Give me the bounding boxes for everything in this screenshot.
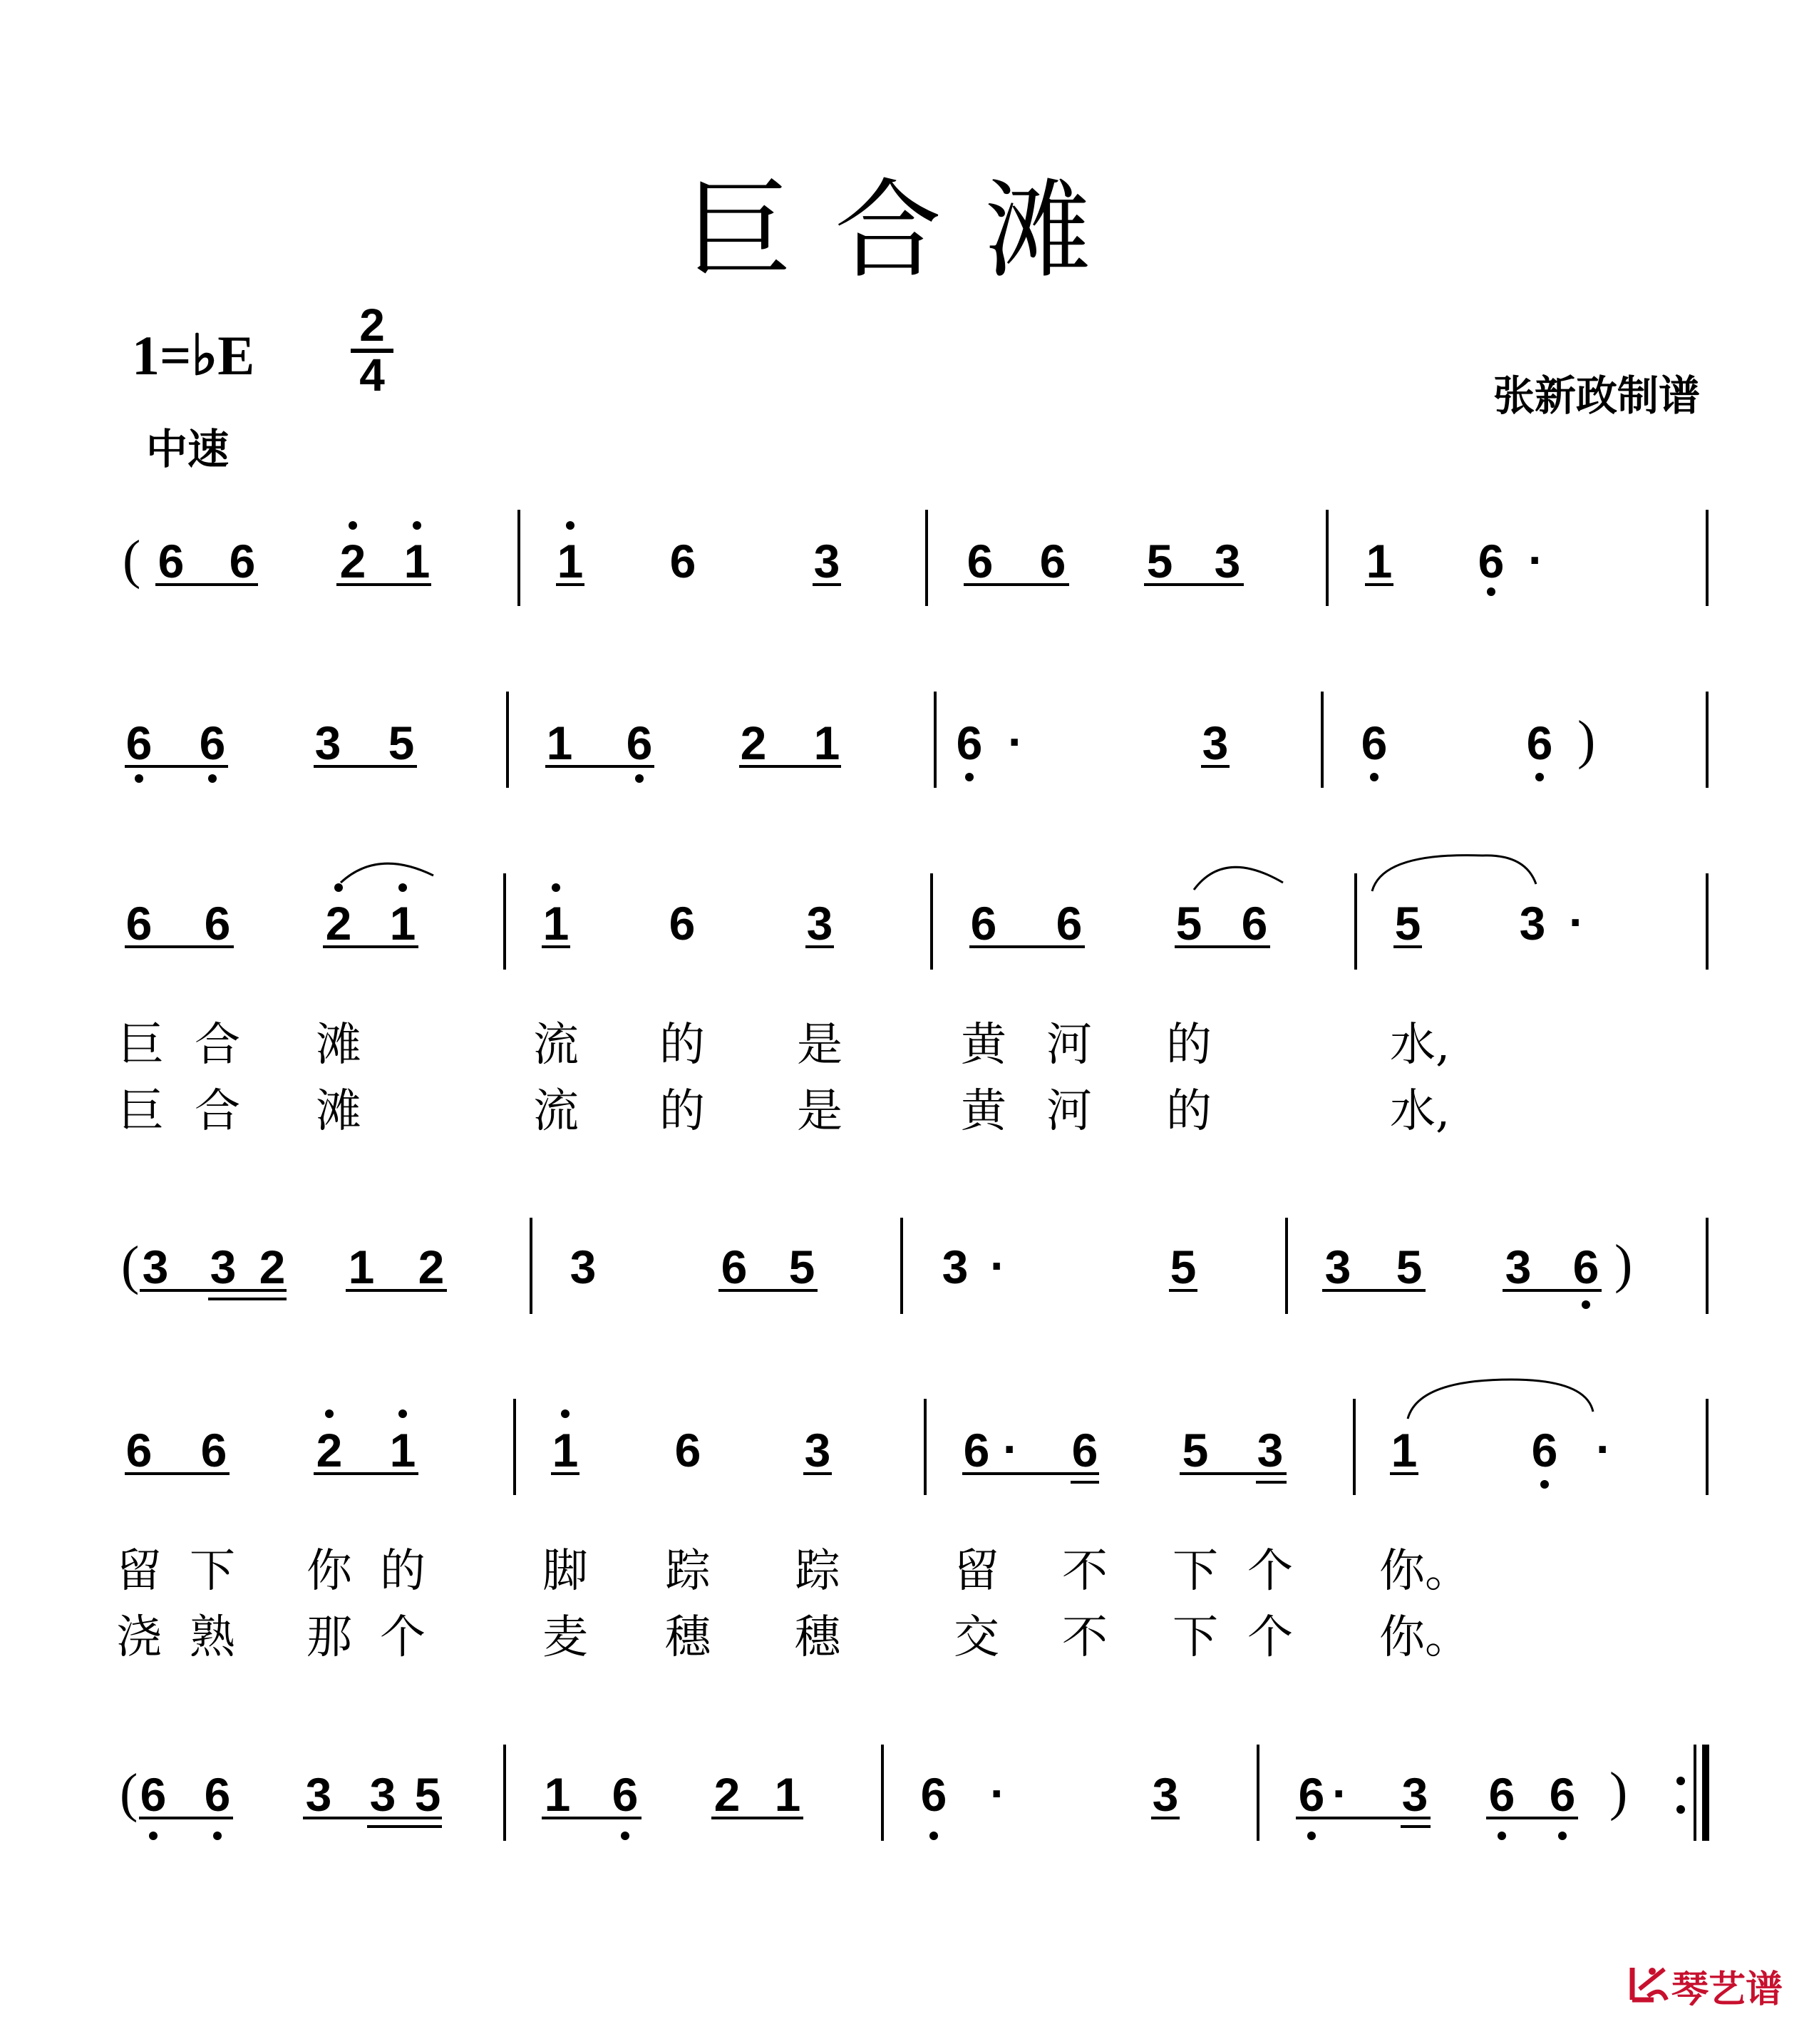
note: 6	[200, 1424, 227, 1476]
note-paren-close: )	[1614, 1234, 1633, 1294]
lyrics-verse-2	[118, 1085, 1450, 1138]
lyric-char: 交	[954, 1611, 999, 1664]
note-paren-open: (	[120, 1763, 138, 1823]
octave-dot-low	[1535, 773, 1544, 781]
lyric-char: 不	[1062, 1611, 1108, 1664]
logo-mark-icon	[1632, 1968, 1666, 2000]
note: 3	[1214, 535, 1241, 587]
note: 6	[1071, 1424, 1098, 1476]
note: 6	[1572, 1241, 1599, 1293]
note: 6	[1549, 1768, 1576, 1821]
note: 6	[1526, 717, 1553, 769]
lyric-char: 穗	[665, 1611, 711, 1664]
octave-dot-low	[929, 1832, 938, 1840]
lyric-char: 下	[1173, 1611, 1218, 1664]
lyric-char: 个	[1247, 1545, 1293, 1598]
note: 6	[1478, 535, 1505, 587]
note: 6	[721, 1241, 748, 1293]
note: 2	[418, 1241, 445, 1293]
note: 6	[612, 1768, 639, 1821]
lyric-char: 踪	[795, 1545, 840, 1598]
watermark-logo	[1632, 1968, 1783, 2011]
note: 6	[125, 717, 153, 769]
lyric-char: 你。	[1379, 1611, 1470, 1664]
lyric-char: 流	[533, 1085, 579, 1138]
note: 6	[626, 717, 653, 769]
lyric-char: 水,	[1390, 1085, 1450, 1138]
note: 6	[1298, 1768, 1325, 1821]
lyrics-verse-1	[116, 1545, 1470, 1598]
octave-dot-low	[1582, 1300, 1590, 1309]
note: 3	[210, 1241, 237, 1293]
note: 2	[259, 1241, 286, 1293]
lyric-char: 是	[797, 1019, 842, 1072]
lyric-char: 的	[1166, 1019, 1212, 1072]
note: 5	[1175, 897, 1202, 950]
octave-dot-low	[1307, 1832, 1316, 1840]
lyric-char: 巨	[118, 1019, 164, 1072]
lyric-char: 下	[190, 1545, 235, 1598]
lyric-char: 合	[195, 1019, 240, 1072]
note: 3	[570, 1241, 597, 1293]
octave-dot-low	[965, 773, 974, 781]
note: 1	[1366, 535, 1393, 587]
lyric-char: 黄	[961, 1019, 1006, 1072]
note: 6	[1361, 717, 1388, 769]
note: 3	[369, 1768, 396, 1821]
dotted-note-dot: ·	[1003, 1422, 1019, 1475]
note: 3	[1401, 1768, 1428, 1821]
note: 1	[557, 535, 584, 587]
note: 1	[348, 1241, 375, 1293]
lyric-char: 不	[1062, 1545, 1108, 1598]
song-title: 巨合滩	[684, 169, 1135, 293]
note: 6	[158, 535, 185, 587]
time-signature-bottom: 4	[359, 349, 385, 401]
lyric-char: 浇	[116, 1611, 162, 1664]
lyric-char: 水,	[1390, 1019, 1450, 1072]
line-3	[118, 856, 1707, 1138]
tie	[1408, 1380, 1593, 1419]
note: 1	[546, 717, 573, 769]
dotted-note-dot: ·	[1008, 715, 1024, 768]
octave-dot-high	[398, 883, 407, 892]
note: 5	[1170, 1241, 1197, 1293]
note: 3	[1152, 1768, 1179, 1821]
octave-dot-low	[149, 1832, 158, 1840]
octave-dot-low	[135, 774, 143, 783]
lyric-char: 的	[659, 1019, 705, 1072]
note: 3	[806, 897, 833, 950]
note: 6	[125, 897, 153, 950]
note: 1	[813, 717, 840, 769]
lyrics-verse-1	[118, 1019, 1450, 1072]
octave-dot-low	[621, 1832, 629, 1840]
lyric-char: 个	[1247, 1611, 1293, 1664]
octave-dot-high	[413, 521, 421, 530]
dotted-note-dot: ·	[990, 1239, 1006, 1292]
note: 6	[125, 1424, 153, 1476]
dotted-note-dot: ·	[1569, 895, 1584, 948]
note: 1	[389, 897, 416, 950]
line-4	[121, 1218, 1707, 1314]
note: 3	[1257, 1424, 1284, 1476]
lyric-char: 的	[659, 1085, 705, 1138]
note: 6	[674, 1424, 701, 1476]
line-2	[125, 692, 1707, 788]
repeat-dot	[1676, 1777, 1685, 1785]
note: 2	[713, 1768, 741, 1821]
octave-dot-low	[213, 1832, 222, 1840]
lyric-char: 麦	[542, 1611, 588, 1664]
note: 1	[552, 1424, 579, 1476]
lyric-char: 滩	[316, 1019, 361, 1072]
lyric-char: 你	[306, 1545, 352, 1598]
octave-dot-high	[566, 521, 574, 530]
octave-dot-low	[1487, 587, 1495, 596]
lyrics-verse-2	[116, 1611, 1470, 1664]
note: 3	[305, 1768, 332, 1821]
tempo-marking: 中速	[146, 425, 230, 473]
note: 1	[544, 1768, 571, 1821]
note: 2	[740, 717, 767, 769]
note: 5	[1394, 897, 1421, 950]
note: 6	[669, 897, 696, 950]
note-paren-close: )	[1577, 710, 1596, 770]
lyric-char: 个	[380, 1611, 426, 1664]
note: 3	[942, 1241, 969, 1293]
octave-dot-low	[1498, 1832, 1506, 1840]
note: 1	[389, 1424, 416, 1476]
note: 6	[920, 1768, 947, 1821]
note: 1	[542, 897, 570, 950]
repeat-dot	[1676, 1805, 1685, 1814]
note: 6	[140, 1768, 167, 1821]
time-signature	[351, 299, 393, 401]
lyric-char: 下	[1173, 1545, 1218, 1598]
lyric-char: 是	[797, 1085, 842, 1138]
note: 3	[314, 717, 341, 769]
note: 2	[316, 1424, 343, 1476]
note: 2	[325, 897, 352, 950]
note: 3	[813, 535, 840, 587]
note: 5	[788, 1241, 815, 1293]
lyric-char: 那	[306, 1611, 352, 1664]
lyric-char: 滩	[316, 1085, 361, 1138]
lyric-char: 踪	[665, 1545, 711, 1598]
note: 6	[963, 1424, 990, 1476]
lyric-char: 熟	[190, 1611, 235, 1664]
octave-dot-low	[208, 774, 217, 783]
note: 1	[774, 1768, 801, 1821]
note-paren-open: (	[121, 1236, 140, 1295]
lyric-char: 河	[1046, 1085, 1092, 1138]
note-paren-open: (	[123, 530, 141, 590]
tie	[1372, 856, 1536, 891]
lyric-char: 的	[1166, 1085, 1212, 1138]
note: 6	[199, 717, 226, 769]
octave-dot-high	[334, 883, 343, 892]
octave-dot-low	[1540, 1480, 1549, 1489]
octave-dot-low	[1558, 1832, 1567, 1840]
octave-dot-high	[398, 1409, 407, 1418]
lyric-char: 河	[1046, 1019, 1092, 1072]
lyric-char: 巨	[118, 1085, 164, 1138]
lyric-char: 脚	[542, 1545, 588, 1598]
slur	[1194, 867, 1283, 890]
note: 6	[1488, 1768, 1515, 1821]
note: 3	[142, 1241, 169, 1293]
note: 1	[1391, 1424, 1418, 1476]
note: 3	[804, 1424, 831, 1476]
line-1	[123, 510, 1707, 606]
lyric-char: 穗	[795, 1611, 840, 1664]
slur	[341, 863, 433, 883]
note: 2	[339, 535, 366, 587]
dotted-note-dot: ·	[990, 1767, 1006, 1819]
lyric-char: 合	[195, 1085, 240, 1138]
note: 6	[956, 717, 983, 769]
line-5	[116, 1380, 1707, 1664]
lyric-char: 的	[380, 1545, 426, 1598]
note-paren-close: )	[1609, 1762, 1628, 1822]
note: 6	[229, 535, 256, 587]
octave-dot-low	[635, 774, 644, 783]
note: 6	[204, 1768, 231, 1821]
dotted-note-dot: ·	[1528, 533, 1544, 586]
note: 3	[1519, 897, 1546, 950]
lyric-char: 留	[116, 1545, 162, 1598]
note: 6	[1241, 897, 1268, 950]
lyric-char: 你。	[1379, 1545, 1470, 1598]
octave-dot-low	[1370, 773, 1379, 781]
note: 6	[1531, 1424, 1558, 1476]
note: 6	[967, 535, 994, 587]
note: 6	[669, 535, 696, 587]
repeat-end-barline	[1676, 1745, 1709, 1841]
octave-dot-high	[349, 521, 357, 530]
octave-dot-high	[552, 883, 560, 892]
lyric-char: 流	[533, 1019, 579, 1072]
thick-bar	[1702, 1745, 1709, 1841]
note: 1	[403, 535, 431, 587]
note: 5	[1182, 1424, 1209, 1476]
key-signature: 1=♭E	[132, 324, 255, 386]
lyric-char: 黄	[961, 1085, 1006, 1138]
note: 5	[1396, 1241, 1423, 1293]
note: 6	[1056, 897, 1083, 950]
note: 5	[414, 1768, 441, 1821]
note: 3	[1202, 717, 1229, 769]
note: 5	[388, 717, 415, 769]
dotted-note-dot: ·	[1596, 1422, 1612, 1475]
note: 3	[1505, 1241, 1532, 1293]
octave-dot-high	[325, 1409, 334, 1418]
note: 6	[1039, 535, 1066, 587]
line-6	[120, 1745, 1709, 1841]
watermark-text: 琴艺谱	[1671, 1968, 1783, 2011]
note: 5	[1146, 535, 1173, 587]
octave-dot-high	[561, 1409, 570, 1418]
dotted-note-dot: ·	[1332, 1767, 1348, 1819]
note: 6	[204, 897, 231, 950]
lyric-char: 留	[954, 1545, 999, 1598]
note: 6	[970, 897, 997, 950]
arranger-credit: 张新政制谱	[1493, 371, 1700, 420]
time-signature-top: 2	[359, 299, 385, 351]
note: 3	[1324, 1241, 1351, 1293]
